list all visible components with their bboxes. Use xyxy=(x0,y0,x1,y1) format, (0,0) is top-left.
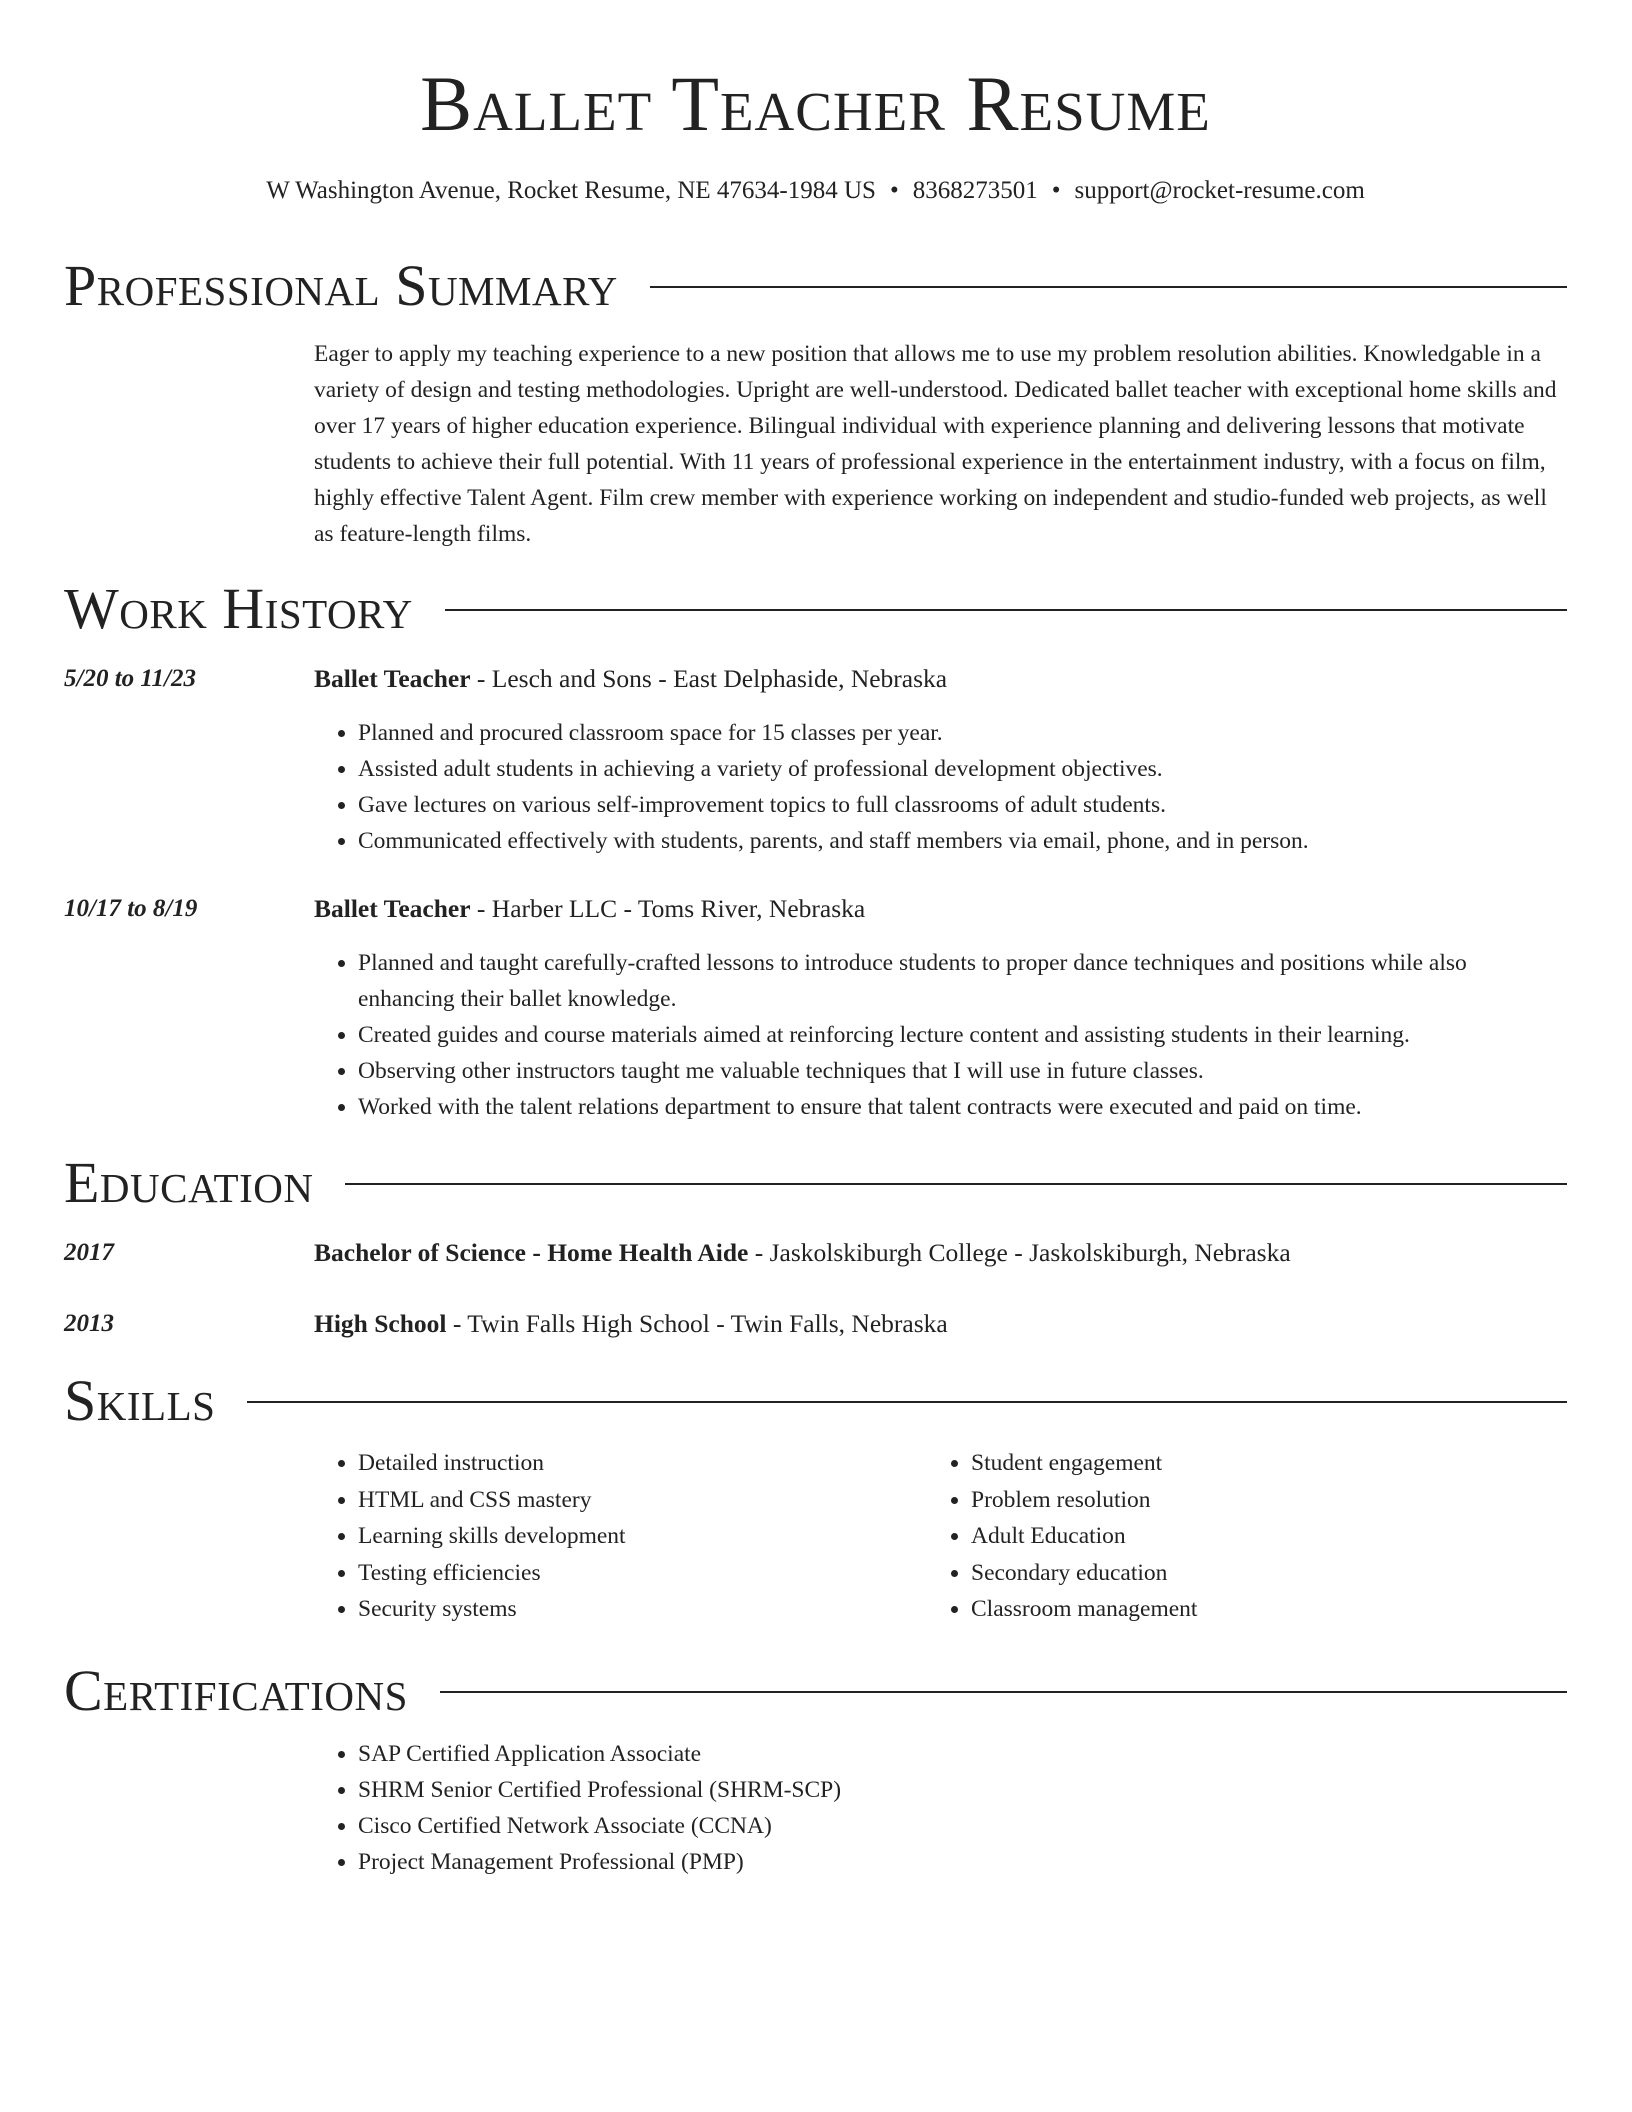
list-item: • Gave lectures on various self-improvement topics to full classrooms of adult students. xyxy=(358,787,1567,823)
job-details: - Lesch and Sons - East Delphaside, Nebraska xyxy=(470,664,948,693)
list-item: • HTML and CSS mastery xyxy=(358,1482,914,1519)
summary-text: Eager to apply my teaching experience to a new position that allows me to use my problem resolution abilities. Knowledgable in a variety of design and testing methodologies. Upright are well-understood. Dedicated ballet teacher with exceptional home skills and over 17 years of higher education experience. Bilingual individual with experience planning and delivering lessons that motivate students to achieve their full potential. With 11 years of professional experience in the entertainment industry, with a focus on film, highly effective Talent Agent. Film crew member with experience working on independent and studio-funded web projects, as well as feature-length films. xyxy=(314,341,1557,547)
job-bullets xyxy=(314,945,1567,1125)
list-item: • Planned and taught carefully-crafted lessons to introduce students to proper dance techniques and positions while also enhancing their ballet knowledge. xyxy=(358,945,1567,1017)
education-details: - Twin Falls High School - Twin Falls, Nebraska xyxy=(446,1309,948,1338)
section-title-certifications: Certifications xyxy=(64,1658,408,1723)
resume-title: Ballet Teacher Resume xyxy=(420,60,1211,147)
separator-dot: • xyxy=(889,177,899,204)
list-item: • Security systems xyxy=(358,1591,914,1628)
list-item: • Classroom management xyxy=(971,1591,1527,1628)
section-title-skills: Skills xyxy=(64,1368,216,1433)
job-details: - Harber LLC - Toms River, Nebraska xyxy=(470,894,866,923)
skills-list-right xyxy=(927,1445,1527,1628)
skills-list-left xyxy=(314,1445,914,1628)
education-heading xyxy=(314,1235,1567,1271)
section-divider xyxy=(445,609,1567,611)
section-divider xyxy=(345,1183,1567,1185)
job-heading xyxy=(314,661,1567,697)
education-details: - Jaskolskiburgh College - Jaskolskiburgh, Nebraska xyxy=(748,1238,1291,1267)
list-item: • SHRM Senior Certified Professional (SHRM-SCP) xyxy=(358,1772,1567,1808)
section-title-work-history: Work History xyxy=(64,576,413,641)
list-item: • Problem resolution xyxy=(971,1482,1527,1519)
list-item: • Planned and procured classroom space for 15 classes per year. xyxy=(358,715,1567,751)
section-header-skills xyxy=(64,1368,1567,1434)
list-item: • Cisco Certified Network Associate (CCNA) xyxy=(358,1808,1567,1844)
list-item: • Created guides and course materials aimed at reinforcing lecture content and assisting students in their learning. xyxy=(358,1017,1567,1053)
job-dates: 5/20 to 11/23 xyxy=(64,665,196,692)
job-dates: 10/17 to 8/19 xyxy=(64,895,198,922)
section-header-summary xyxy=(64,253,1567,319)
list-item: • Observing other instructors taught me valuable techniques that I will use in future classes. xyxy=(358,1053,1567,1089)
list-item: • Communicated effectively with students, parents, and staff members via email, phone, and in person. xyxy=(358,823,1567,859)
list-item: • Learning skills development xyxy=(358,1518,914,1555)
job-bullets xyxy=(314,715,1567,859)
list-item: • Detailed instruction xyxy=(358,1445,914,1482)
list-item: • Student engagement xyxy=(971,1445,1527,1482)
section-title-education: Education xyxy=(64,1150,314,1215)
section-divider xyxy=(247,1401,1567,1403)
separator-dot: • xyxy=(1051,177,1061,204)
list-item: • Testing efficiencies xyxy=(358,1555,914,1592)
list-item: • Assisted adult students in achieving a variety of professional development objectives. xyxy=(358,751,1567,787)
job-title: Ballet Teacher xyxy=(314,664,471,693)
section-title-summary: Professional Summary xyxy=(64,253,618,318)
section-divider xyxy=(650,286,1567,288)
list-item: • Worked with the talent relations department to ensure that talent contracts were executed and paid on time. xyxy=(358,1089,1567,1125)
certifications-list xyxy=(314,1736,1567,1880)
degree: Bachelor of Science - Home Health Aide xyxy=(314,1238,749,1267)
section-header-education xyxy=(64,1150,1567,1216)
list-item: • SAP Certified Application Associate xyxy=(358,1736,1567,1772)
contact-line xyxy=(64,174,1567,208)
section-divider xyxy=(440,1691,1567,1693)
list-item: • Project Management Professional (PMP) xyxy=(358,1844,1567,1880)
job-title: Ballet Teacher xyxy=(314,894,471,923)
education-year: 2017 xyxy=(64,1239,114,1266)
job-heading xyxy=(314,891,1567,927)
list-item: • Secondary education xyxy=(971,1555,1527,1592)
education-heading xyxy=(314,1306,1567,1342)
degree: High School xyxy=(314,1309,447,1338)
email: support@rocket-resume.com xyxy=(1074,177,1365,204)
address: W Washington Avenue, Rocket Resume, NE 47634-1984 US xyxy=(266,177,876,204)
section-header-certifications xyxy=(64,1658,1567,1724)
list-item: • Adult Education xyxy=(971,1518,1527,1555)
education-year: 2013 xyxy=(64,1310,114,1337)
phone: 8368273501 xyxy=(912,177,1038,204)
section-header-work-history xyxy=(64,576,1567,642)
